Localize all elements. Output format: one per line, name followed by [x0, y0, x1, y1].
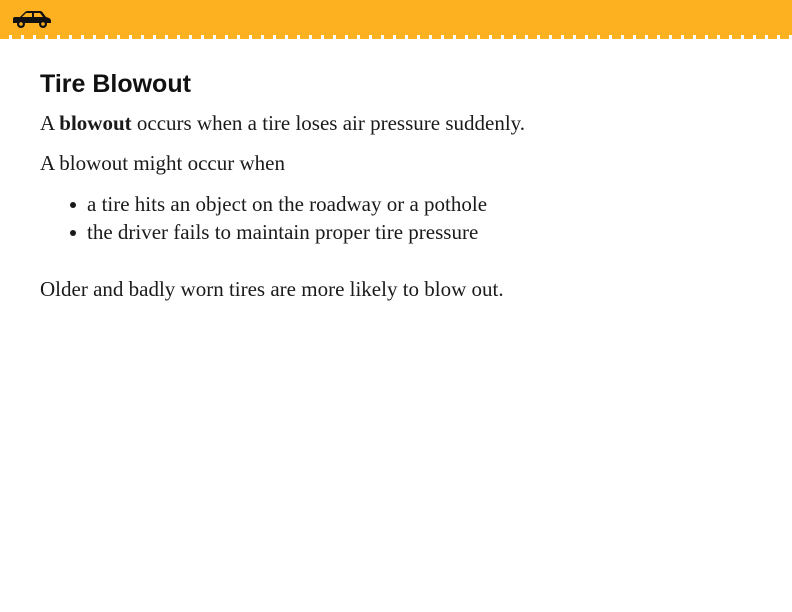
definition-prefix: A — [40, 111, 60, 135]
slide-content — [40, 68, 760, 302]
list-item-text: the driver fails to maintain proper tire pressure — [87, 220, 479, 244]
bullet-marker — [70, 202, 76, 208]
closing-paragraph: Older and badly worn tires are more likely to blow out. — [40, 277, 504, 301]
definition-paragraph — [40, 110, 760, 136]
definition-suffix: occurs when a tire loses air pressure suddenly. — [131, 111, 526, 135]
causes-lead: A blowout might occur when — [40, 151, 285, 175]
list-item — [70, 218, 760, 246]
causes-list — [40, 190, 760, 246]
slide-title: Tire Blowout — [40, 70, 191, 98]
header-bar-edge — [0, 35, 792, 39]
list-item-text: a tire hits an object on the roadway or a pothole — [87, 192, 488, 216]
header-bar — [0, 0, 792, 38]
list-item — [70, 190, 760, 218]
car-icon — [11, 9, 53, 29]
definition-term: blowout — [59, 111, 132, 135]
bullet-marker — [70, 230, 76, 236]
